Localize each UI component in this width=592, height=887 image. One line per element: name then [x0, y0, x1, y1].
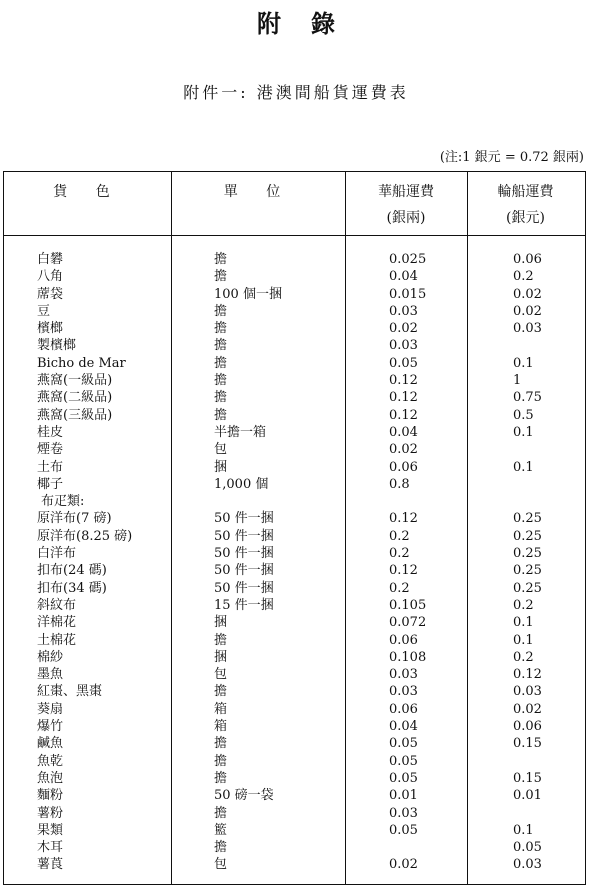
cell-chinese-freight: 0.04 — [389, 269, 418, 285]
exchange-note: (注:1 銀元 = 0.72 銀兩) — [439, 150, 584, 165]
cell-unit: 擔 — [214, 373, 228, 389]
cell-unit: 50 件一捆 — [214, 511, 274, 527]
freight-table — [3, 171, 586, 885]
header-goods: 貨 色 — [53, 184, 122, 200]
cell-chinese-freight: 0.05 — [389, 355, 418, 371]
cell-chinese-freight: 0.02 — [389, 857, 418, 873]
cell-unit: 包 — [214, 667, 228, 683]
table-row — [4, 614, 585, 631]
cell-steamer-freight: 0.12 — [513, 667, 542, 683]
cell-chinese-freight: 0.12 — [389, 511, 418, 527]
cell-unit: 50 磅一袋 — [214, 788, 274, 804]
table-row — [4, 303, 585, 320]
cell-chinese-freight: 0.03 — [389, 684, 418, 700]
table-row — [4, 839, 585, 856]
cell-goods: 洋棉花 — [37, 615, 77, 631]
cell-steamer-freight: 0.15 — [513, 770, 542, 786]
cell-steamer-freight: 0.1 — [513, 822, 534, 838]
cell-unit: 半擔一箱 — [214, 424, 267, 440]
table-row — [4, 666, 585, 683]
cell-steamer-freight: 0.02 — [513, 303, 542, 319]
cell-chinese-freight: 0.108 — [389, 649, 427, 665]
cell-unit: 箱 — [214, 701, 228, 717]
cell-goods: 扣布(34 碼) — [37, 580, 107, 596]
cell-goods: 檳榔 — [37, 321, 64, 337]
cell-steamer-freight: 0.06 — [513, 252, 542, 267]
cell-chinese-freight: 0.06 — [389, 701, 418, 717]
cell-goods: 白洋布 — [37, 546, 77, 562]
cell-chinese-freight: 0.03 — [389, 667, 418, 683]
cell-goods: 爆竹 — [37, 719, 64, 735]
cell-goods: 原洋布(8.25 磅) — [37, 528, 133, 544]
table-row — [4, 580, 585, 597]
cell-goods: 斜紋布 — [37, 597, 77, 613]
header-unit: 單 位 — [223, 184, 293, 200]
table-row — [4, 562, 585, 579]
cell-unit: 包 — [214, 857, 228, 873]
cell-unit: 擔 — [214, 303, 228, 319]
table-row — [4, 683, 585, 700]
table-row — [4, 753, 585, 770]
cell-unit: 擔 — [214, 321, 228, 337]
cell-steamer-freight: 0.1 — [513, 615, 534, 631]
cell-unit: 擔 — [214, 840, 228, 856]
cell-goods: 燕窩(二級品) — [37, 390, 113, 406]
table-row — [4, 424, 585, 441]
table-row — [4, 649, 585, 666]
cell-chinese-freight: 0.03 — [389, 338, 418, 354]
cell-goods: 土棉花 — [37, 632, 77, 648]
cell-steamer-freight: 0.75 — [513, 390, 542, 406]
cell-unit: 擔 — [214, 355, 228, 371]
cell-steamer-freight: 0.2 — [513, 269, 534, 285]
cell-steamer-freight: 0.25 — [513, 528, 542, 544]
cell-unit: 100 個一捆 — [214, 286, 282, 302]
cell-chinese-freight: 0.2 — [389, 546, 410, 562]
cell-chinese-freight: 0.05 — [389, 753, 418, 769]
cell-unit: 捆 — [214, 459, 228, 475]
cell-unit: 擔 — [214, 770, 228, 786]
cell-chinese-freight: 0.12 — [389, 390, 418, 406]
cell-goods: 魚乾 — [37, 753, 64, 769]
cell-steamer-freight: 0.03 — [513, 321, 542, 337]
table-row — [4, 510, 585, 527]
table-row — [4, 701, 585, 718]
cell-chinese-freight: 0.8 — [389, 476, 410, 492]
cell-steamer-freight: 0.03 — [513, 684, 542, 700]
cell-chinese-freight: 0.03 — [389, 805, 418, 821]
cell-unit: 擔 — [214, 805, 228, 821]
cell-goods: 豆 — [37, 303, 51, 319]
cell-goods: 棉紗 — [37, 649, 64, 665]
cell-unit: 箱 — [214, 719, 228, 735]
cell-chinese-freight: 0.2 — [389, 528, 410, 544]
cell-goods: 椰子 — [37, 476, 64, 492]
cell-chinese-freight: 0.05 — [389, 822, 418, 838]
page-title: 附錄 — [257, 9, 365, 38]
cell-steamer-freight: 0.2 — [513, 597, 534, 613]
table-row — [4, 787, 585, 804]
cell-unit: 15 件一捆 — [214, 597, 274, 613]
cell-chinese-freight: 0.12 — [389, 407, 418, 423]
cell-chinese-freight: 0.072 — [389, 615, 427, 631]
cell-chinese-freight: 0.2 — [389, 580, 410, 596]
cell-goods: 葵扇 — [37, 701, 64, 717]
cell-chinese-freight: 0.105 — [389, 597, 427, 613]
cell-unit: 50 件一捆 — [214, 563, 274, 579]
cell-unit: 擔 — [214, 753, 228, 769]
cell-chinese-freight: 0.06 — [389, 459, 418, 475]
cell-goods: 燕窩(一級品) — [37, 373, 113, 389]
table-row — [4, 718, 585, 735]
cell-chinese-freight: 0.05 — [389, 770, 418, 786]
table-row — [4, 770, 585, 787]
table-row — [4, 805, 585, 822]
cell-unit: 擔 — [214, 390, 228, 406]
cell-goods: 土布 — [37, 459, 64, 475]
table-row — [4, 407, 585, 424]
table-row — [4, 372, 585, 389]
header-chinese-unit: (銀兩) — [386, 210, 426, 226]
table-row — [4, 441, 585, 458]
cell-unit: 1,000 個 — [214, 476, 269, 492]
cell-steamer-freight: 0.5 — [513, 407, 534, 423]
table-row — [4, 632, 585, 649]
table-row — [4, 337, 585, 354]
cell-goods: 果類 — [37, 822, 64, 838]
table-row — [4, 286, 585, 303]
cell-chinese-freight: 0.03 — [389, 303, 418, 319]
cell-chinese-freight: 0.05 — [389, 736, 418, 752]
table-row — [4, 822, 585, 839]
cell-steamer-freight: 0.15 — [513, 736, 542, 752]
cell-unit: 擔 — [214, 338, 228, 354]
table-subtitle: 附件一: 港澳間船貨運費表 — [183, 83, 409, 102]
cell-goods: 扣布(24 碼) — [37, 563, 107, 579]
cell-goods: 桂皮 — [37, 424, 64, 440]
cell-steamer-freight: 0.01 — [513, 788, 542, 804]
table-row — [4, 735, 585, 752]
cell-unit: 籃 — [214, 822, 228, 838]
cell-chinese-freight: 0.04 — [389, 424, 418, 440]
cell-steamer-freight: 0.25 — [513, 580, 542, 596]
table-row — [4, 528, 585, 545]
cell-steamer-freight: 0.1 — [513, 355, 534, 371]
table-row — [4, 476, 585, 493]
cell-chinese-freight: 0.06 — [389, 632, 418, 648]
cell-unit: 50 件一捆 — [214, 546, 274, 562]
cell-chinese-freight: 0.04 — [389, 719, 418, 735]
cell-chinese-freight: 0.12 — [389, 563, 418, 579]
cell-goods: 薯粉 — [37, 805, 64, 821]
table-row — [4, 856, 585, 873]
cell-chinese-freight: 0.02 — [389, 321, 418, 337]
cell-unit: 擔 — [214, 269, 228, 285]
cell-steamer-freight: 0.25 — [513, 563, 542, 579]
table-row — [4, 597, 585, 614]
cell-unit: 包 — [214, 442, 228, 458]
cell-unit: 50 件一捆 — [214, 580, 274, 596]
cell-goods: 布疋類: — [41, 494, 85, 510]
table-body — [4, 251, 585, 874]
cell-goods: 燕窩(三級品) — [37, 407, 113, 423]
cell-steamer-freight: 0.2 — [513, 649, 534, 665]
table-row — [4, 268, 585, 285]
table-row — [4, 459, 585, 476]
cell-goods: 魚泡 — [37, 770, 64, 786]
cell-unit: 捆 — [214, 649, 228, 665]
header-divider — [4, 235, 585, 236]
cell-unit: 擔 — [214, 252, 228, 267]
table-row — [4, 355, 585, 372]
cell-chinese-freight: 0.12 — [389, 373, 418, 389]
cell-chinese-freight: 0.015 — [389, 286, 427, 302]
cell-steamer-freight: 0.02 — [513, 286, 542, 302]
cell-unit: 捆 — [214, 615, 228, 631]
cell-steamer-freight: 0.25 — [513, 511, 542, 527]
cell-goods: Bicho de Mar — [37, 355, 126, 371]
cell-unit: 擔 — [214, 632, 228, 648]
cell-chinese-freight: 0.02 — [389, 442, 418, 458]
table-row — [4, 545, 585, 562]
cell-goods: 蓆袋 — [37, 286, 64, 302]
cell-steamer-freight: 0.06 — [513, 719, 542, 735]
table-row — [4, 493, 585, 510]
cell-unit: 擔 — [214, 407, 228, 423]
cell-goods: 木耳 — [37, 840, 64, 856]
table-row — [4, 389, 585, 406]
cell-steamer-freight: 0.25 — [513, 546, 542, 562]
cell-unit: 擔 — [214, 684, 228, 700]
table-row — [4, 320, 585, 337]
cell-steamer-freight: 0.03 — [513, 857, 542, 873]
cell-steamer-freight: 0.1 — [513, 459, 534, 475]
cell-steamer-freight: 0.1 — [513, 632, 534, 648]
cell-chinese-freight: 0.025 — [389, 252, 427, 267]
cell-goods: 麵粉 — [37, 788, 64, 804]
table-row — [4, 251, 585, 268]
cell-steamer-freight: 0.1 — [513, 424, 534, 440]
cell-unit: 50 件一捆 — [214, 528, 274, 544]
cell-goods: 煙卷 — [37, 442, 64, 458]
cell-goods: 墨魚 — [37, 667, 64, 683]
cell-goods: 製檳榔 — [37, 338, 77, 354]
cell-goods: 薯莨 — [37, 857, 64, 873]
cell-steamer-freight: 1 — [513, 373, 522, 389]
cell-unit: 擔 — [214, 736, 228, 752]
cell-chinese-freight: 0.01 — [389, 788, 418, 804]
cell-steamer-freight: 0.02 — [513, 701, 542, 717]
cell-goods: 鹹魚 — [37, 736, 64, 752]
cell-goods: 白礬 — [37, 252, 64, 267]
cell-goods: 原洋布(7 磅) — [37, 511, 112, 527]
cell-goods: 紅棗、黑棗 — [37, 684, 103, 700]
header-steamer-unit: (銀元) — [506, 210, 545, 226]
header-chinese-freight: 華船運費 — [378, 184, 434, 200]
header-steamer-freight: 輪船運費 — [497, 184, 554, 200]
cell-goods: 八角 — [37, 269, 64, 285]
cell-steamer-freight: 0.05 — [513, 840, 542, 856]
